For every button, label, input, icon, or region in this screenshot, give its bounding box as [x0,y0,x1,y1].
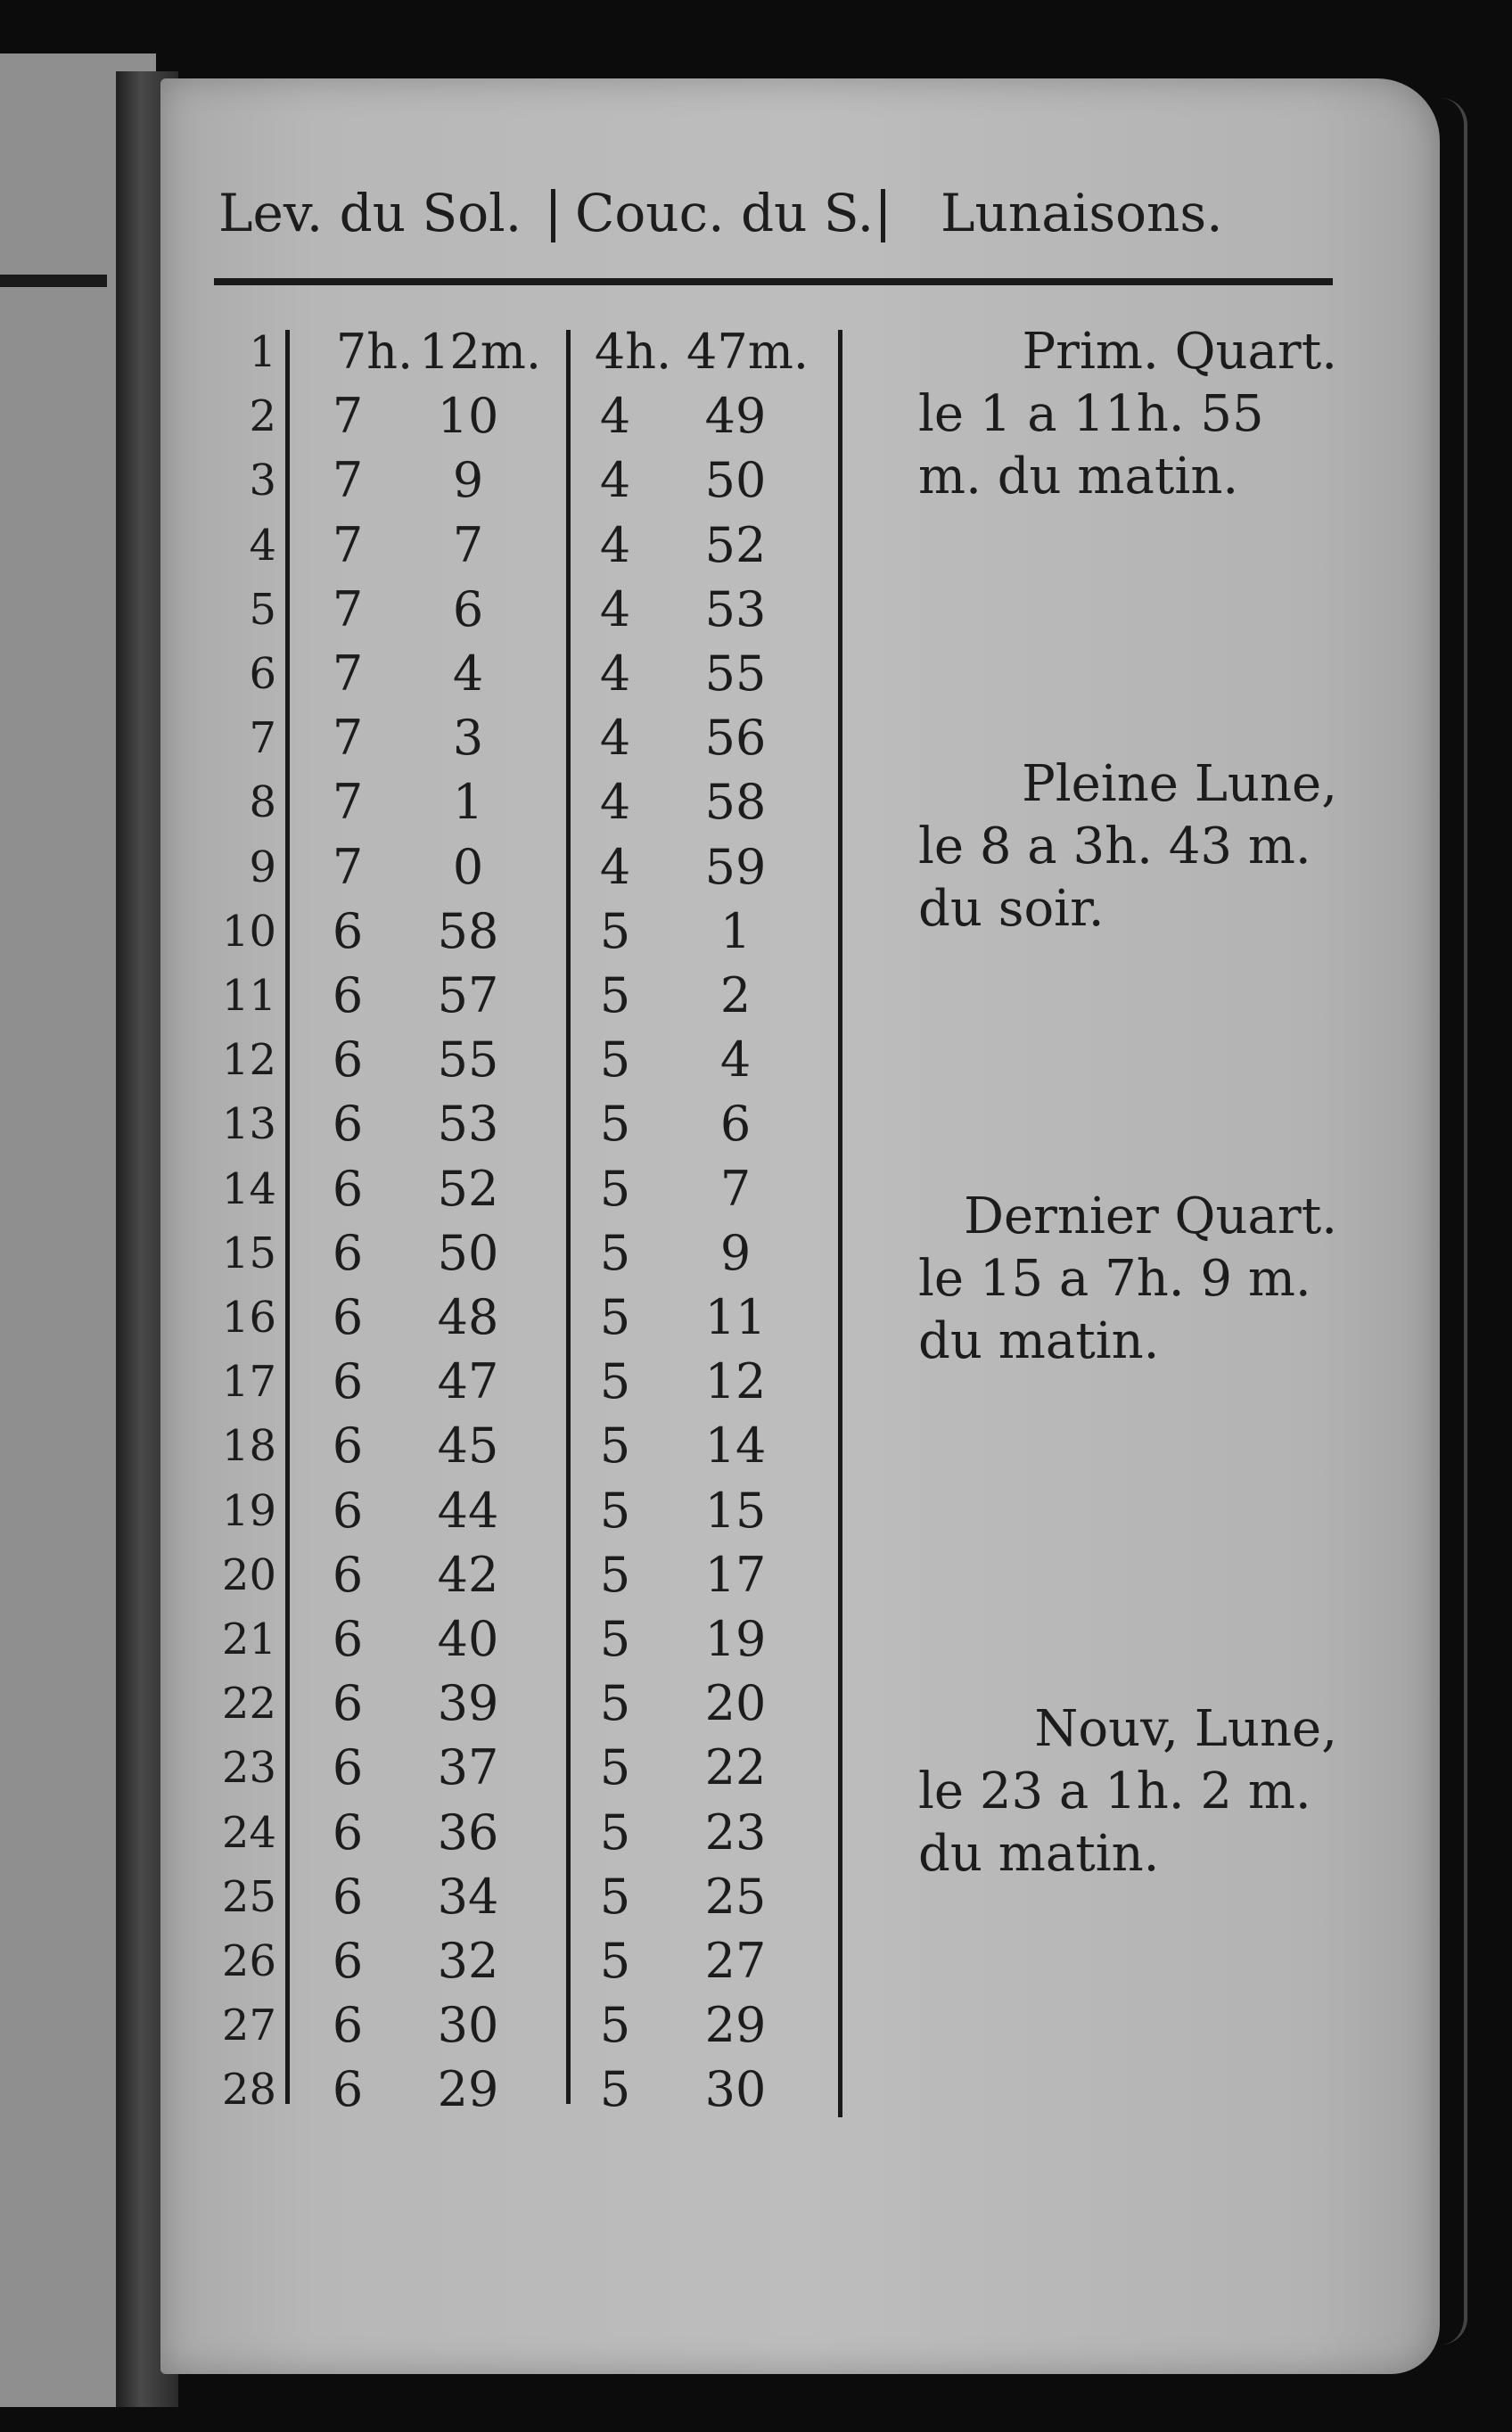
sunset-minute-cell: 58 [704,774,767,831]
day-cell: 19 [221,1485,276,1536]
sunset-minute-cell: 4 [719,1031,752,1089]
sunset-hour-cell: 4 [599,645,631,702]
sunrise-hour-cell: 7 [332,774,364,831]
sunrise-hour-cell: 6 [332,1289,364,1345]
sunset-hour-cell: 4 [599,388,631,445]
sunset-hour-cell: 5 [599,1160,631,1217]
sunset-hour-cell: 5 [599,1675,631,1732]
sunrise-minute-cell: 50 [437,1224,499,1281]
sunrise-minute-cell: 1 [452,774,484,831]
sunset-hour-cell: 5 [599,902,631,959]
day-cell: 21 [221,1614,276,1664]
sunset-minute-cell: 2 [719,967,752,1023]
sunrise-minute-cell: 48 [437,1289,499,1345]
sunset-hour-cell: 5 [599,1739,631,1796]
sunrise-minute-cell: 40 [437,1611,499,1667]
sunset-hour-cell: 5 [599,1417,631,1475]
phase-title: Dernier Quart. [964,1187,1337,1245]
sunset-hour-cell: 4h. [594,324,672,380]
sunrise-minute-cell: 52 [437,1160,499,1217]
sunrise-hour-cell: 7 [332,580,364,637]
sunset-minute-cell: 14 [704,1417,767,1475]
day-cell: 25 [221,1871,276,1922]
day-cell: 10 [221,906,276,957]
sunset-hour-cell: 5 [599,1933,631,1989]
sunrise-hour-cell: 6 [332,1224,364,1281]
sunrise-hour-cell: 6 [332,1803,364,1861]
day-cell: 14 [221,1163,276,1214]
sunrise-minute-cell: 12m. [419,324,542,380]
sunrise-hour-cell: 6 [332,2061,364,2118]
sunset-hour-cell: 5 [599,1803,631,1861]
sunset-minute-cell: 59 [704,838,767,895]
sunrise-minute-cell: 3 [452,710,484,767]
sunrise-hour-cell: 6 [332,1031,364,1089]
sunrise-minute-cell: 47 [437,1353,499,1410]
sunrise-minute-cell: 6 [452,580,484,637]
sunset-hour-cell: 4 [599,838,631,895]
sunset-hour-cell: 5 [599,1289,631,1345]
day-cell: 28 [221,2065,276,2116]
header-sunset: Couc. du S. [575,183,875,243]
sunrise-hour-cell: 6 [332,1417,364,1475]
sunrise-hour-cell: 6 [332,1546,364,1603]
sunset-minute-cell: 19 [704,1611,767,1667]
sunset-hour-cell: 5 [599,1031,631,1089]
sunrise-minute-cell: 9 [452,452,484,509]
phase-entry [918,753,1337,941]
sunset-minute-cell: 20 [704,1675,767,1732]
day-cell: 12 [221,1035,276,1086]
day-cell: 3 [249,456,276,506]
sunrise-hour-cell: 6 [332,902,364,959]
sunrise-minute-cell: 58 [437,902,499,959]
day-cell: 13 [221,1099,276,1150]
day-cell: 5 [249,584,276,635]
sunrise-hour-cell: 6 [332,1997,364,2054]
sunset-hour-cell: 5 [599,967,631,1023]
day-cell: 24 [221,1807,276,1858]
sunrise-hour-cell: 7 [332,838,364,895]
header-rule [214,278,1333,285]
sunrise-minute-cell: 42 [437,1546,499,1603]
day-cell: 16 [221,1293,276,1343]
phase-entry [918,321,1337,508]
sunset-hour-cell: 5 [599,1096,631,1153]
column-rule-day [285,330,290,2104]
sunrise-minute-cell: 10 [437,388,499,445]
sunrise-hour-cell: 7 [332,452,364,509]
sunrise-minute-cell: 36 [437,1803,499,1861]
page-edge [1441,98,1467,2345]
sunset-hour-cell: 5 [599,2061,631,2118]
day-cell: 23 [221,1743,276,1794]
phase-title: Pleine Lune, [1022,755,1337,813]
phase-entry [918,1186,1337,1373]
day-cell: 4 [249,520,276,571]
sunset-hour-cell: 5 [599,1997,631,2054]
sunset-hour-cell: 4 [599,452,631,509]
sunset-minute-cell: 49 [704,388,767,445]
phase-line: le 1 a 11h. 55 [918,385,1264,443]
day-cell: 1 [249,327,276,377]
day-cell: 7 [249,713,276,764]
sunset-minute-cell: 25 [704,1868,767,1925]
sunrise-hour-cell: 6 [332,1675,364,1732]
phase-line: le 8 a 3h. 43 m. [918,818,1311,875]
sunrise-hour-cell: 6 [332,1611,364,1667]
day-cell: 9 [249,842,276,892]
sunset-minute-cell: 17 [704,1546,767,1603]
sunset-minute-cell: 11 [704,1289,767,1345]
phase-title: Prim. Quart. [1022,323,1337,381]
sunset-minute-cell: 6 [719,1096,752,1153]
day-cell: 18 [221,1421,276,1472]
day-cell: 6 [249,649,276,699]
header-separator [881,189,885,242]
sunrise-minute-cell: 29 [437,2061,499,2118]
day-cell: 20 [221,1549,276,1600]
sunset-minute-cell: 56 [704,710,767,767]
sunrise-hour-cell: 7 [332,388,364,445]
sunrise-hour-cell: 7 [332,516,364,573]
sunrise-minute-cell: 32 [437,1933,499,1989]
sunrise-minute-cell: 7 [452,516,484,573]
day-cell: 2 [249,391,276,442]
phase-line: du matin. [918,1312,1160,1370]
sunrise-minute-cell: 37 [437,1739,499,1796]
sunset-hour-cell: 4 [599,516,631,573]
sunset-hour-cell: 5 [599,1224,631,1281]
sunset-hour-cell: 4 [599,710,631,767]
column-rule-phases [838,330,842,2117]
sunrise-hour-cell: 6 [332,1739,364,1796]
facing-page-rule [0,275,107,287]
sunrise-hour-cell: 7h. [335,324,414,380]
sunset-minute-cell: 27 [704,1933,767,1989]
day-cell: 8 [249,777,276,828]
phase-line: du matin. [918,1825,1160,1883]
sunrise-hour-cell: 7 [332,710,364,767]
sunrise-hour-cell: 6 [332,1353,364,1410]
header-sunrise: Lev. du Sol. [218,183,522,243]
sunrise-minute-cell: 30 [437,1997,499,2054]
sunset-minute-cell: 22 [704,1739,767,1796]
sunrise-minute-cell: 45 [437,1417,499,1475]
sunset-minute-cell: 1 [719,902,752,959]
sunset-hour-cell: 5 [599,1353,631,1410]
sunset-minute-cell: 47m. [686,324,809,380]
day-cell: 15 [221,1228,276,1278]
sunrise-hour-cell: 6 [332,1160,364,1217]
sunset-minute-cell: 15 [704,1482,767,1539]
sunrise-minute-cell: 34 [437,1868,499,1925]
phase-title: Nouv, Lune, [1034,1700,1337,1758]
sunrise-hour-cell: 6 [332,1096,364,1153]
sunrise-hour-cell: 6 [332,1482,364,1539]
sunset-minute-cell: 52 [704,516,767,573]
day-cell: 22 [221,1679,276,1730]
sunrise-minute-cell: 39 [437,1675,499,1732]
sunset-minute-cell: 9 [719,1224,752,1281]
sunset-hour-cell: 4 [599,774,631,831]
sunset-minute-cell: 12 [704,1353,767,1410]
sunrise-minute-cell: 57 [437,967,499,1023]
sunset-minute-cell: 53 [704,580,767,637]
sunrise-hour-cell: 7 [332,645,364,702]
column-rule-sunset [566,330,571,2104]
sunrise-minute-cell: 55 [437,1031,499,1089]
day-cell: 11 [221,971,276,1021]
sunrise-minute-cell: 44 [437,1482,499,1539]
sunrise-minute-cell: 4 [452,645,484,702]
header-separator [551,189,555,242]
sunset-minute-cell: 29 [704,1997,767,2054]
sunrise-hour-cell: 6 [332,967,364,1023]
sunrise-hour-cell: 6 [332,1868,364,1925]
sunset-minute-cell: 7 [719,1160,752,1217]
sunset-minute-cell: 23 [704,1803,767,1861]
sunrise-minute-cell: 53 [437,1096,499,1153]
header-phases: Lunaisons. [941,183,1223,243]
phase-entry [918,1698,1337,1886]
phase-line: du soir. [918,880,1105,938]
sunset-minute-cell: 30 [704,2061,767,2118]
phase-line: le 23 a 1h. 2 m. [918,1762,1311,1820]
day-cell: 17 [221,1357,276,1408]
sunrise-minute-cell: 0 [452,838,484,895]
sunset-hour-cell: 5 [599,1868,631,1925]
phase-line: m. du matin. [918,448,1239,505]
sunset-hour-cell: 5 [599,1546,631,1603]
sunset-hour-cell: 4 [599,580,631,637]
day-cell: 27 [221,2001,276,2051]
phase-line: le 15 a 7h. 9 m. [918,1250,1311,1308]
day-cell: 26 [221,1936,276,1986]
sunset-minute-cell: 55 [704,645,767,702]
sunset-minute-cell: 50 [704,452,767,509]
sunset-hour-cell: 5 [599,1482,631,1539]
sunrise-hour-cell: 6 [332,1933,364,1989]
sunset-hour-cell: 5 [599,1611,631,1667]
